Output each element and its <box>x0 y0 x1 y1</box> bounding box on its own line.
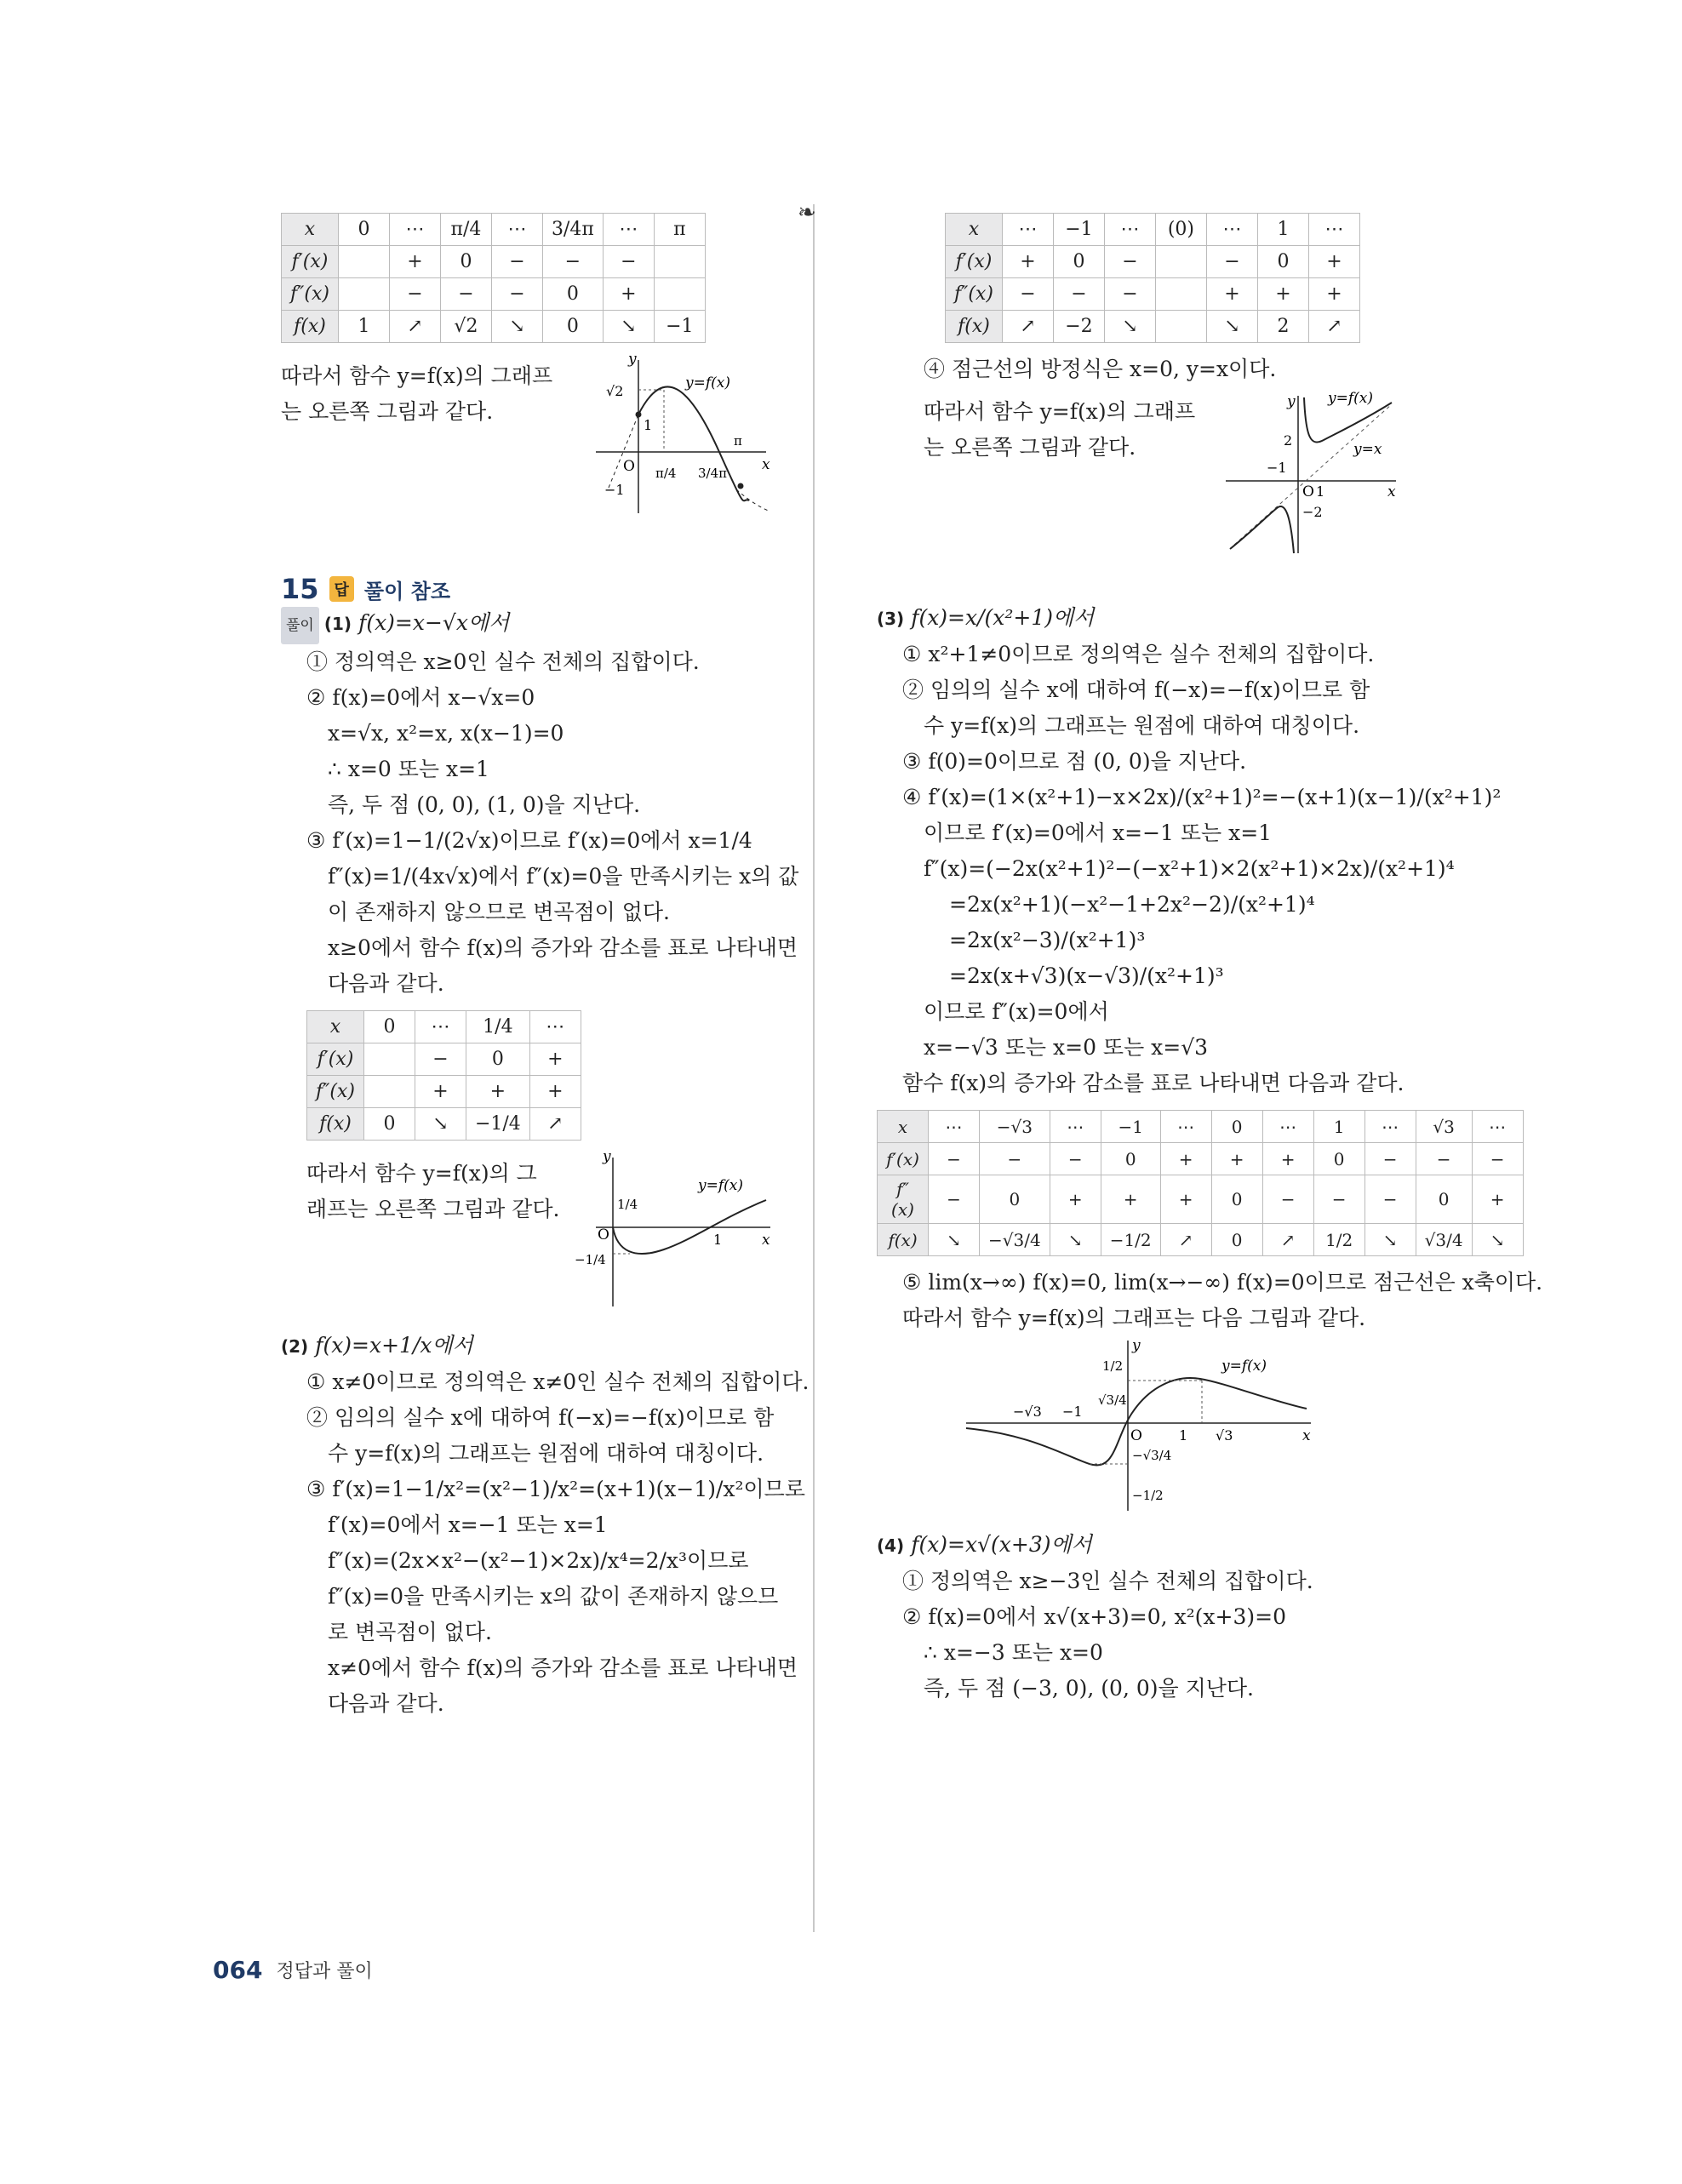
neg-sqrt3-4-label: −√3/4 <box>1132 1448 1172 1463</box>
table-cell: 0 <box>1211 1111 1262 1143</box>
table-cell: − <box>1416 1143 1472 1175</box>
p1-line: ③ f′(x)=1−1/(2√x)이므로 f′(x)=0에서 x=1/4 <box>306 828 752 853</box>
table-cell <box>1155 311 1206 343</box>
table-cell: + <box>1206 278 1257 311</box>
table-cell <box>1155 278 1206 311</box>
origin-label: O <box>598 1226 609 1244</box>
variation-table-1 <box>281 213 706 343</box>
table-cell: − <box>1050 1143 1101 1175</box>
p3-line: ④ f′(x)=(1×(x²+1)−x×2x)/(x²+1)²=−(x+1)(x−1)/(x²+1)² <box>902 785 1502 809</box>
table-row-header: f″(x) <box>282 278 339 311</box>
table-cell: ⋯ <box>1472 1111 1523 1143</box>
curve-dashed-right <box>736 489 770 512</box>
p3-line: f″(x)=(−2x(x²+1)²−(−x²+1)×2(x²+1)×2x)/(x²+1)⁴ <box>924 856 1455 881</box>
table-cell: − <box>1206 246 1257 278</box>
variation-table-4 <box>877 1110 1524 1256</box>
table-row-header: f′(x) <box>946 246 1003 278</box>
table-cell: 0 <box>1211 1175 1262 1224</box>
curve-dashed-left <box>609 415 638 488</box>
table-cell: + <box>1050 1175 1101 1224</box>
table-cell: 0 <box>466 1043 529 1076</box>
table-row <box>282 278 706 311</box>
one-label: 1 <box>644 417 653 433</box>
x-label: x <box>762 456 770 473</box>
table-cell: 1 <box>338 311 389 343</box>
p3-line: ③ f(0)=0이므로 점 (0, 0)을 지난다. <box>902 749 1247 774</box>
table-cell <box>338 278 389 311</box>
p1-line: ∴ x=0 또는 x=1 <box>328 757 489 781</box>
table-cell: − <box>491 246 542 278</box>
table-cell: −1 <box>1053 214 1104 246</box>
answer-text: 풀이 참조 <box>363 579 451 603</box>
table-cell: 0 <box>1211 1224 1262 1256</box>
p3-line: ① x²+1≠0이므로 정의역은 실수 전체의 집합이다. <box>902 642 1375 666</box>
table-cell: + <box>1101 1175 1160 1224</box>
asymptote-line: ④ 점근선의 방정식은 x=0, y=x이다. <box>924 357 1277 381</box>
table-cell: ⋯ <box>1104 214 1155 246</box>
p4-line: 즉, 두 점 (−3, 0), (0, 0)을 지난다. <box>924 1676 1254 1701</box>
origin-label: O <box>1130 1427 1142 1444</box>
table-cell: ↗ <box>529 1108 581 1141</box>
table-cell: ⋯ <box>491 214 542 246</box>
table-row <box>878 1111 1524 1143</box>
table-cell: − <box>1313 1175 1364 1224</box>
table-cell: ↗ <box>1160 1224 1211 1256</box>
table-cell: + <box>529 1076 581 1108</box>
table-cell: 0 <box>542 278 603 311</box>
table-cell: ⋯ <box>603 214 654 246</box>
sqrt2-label: √2 <box>606 383 624 399</box>
table-cell: ⋯ <box>529 1011 581 1043</box>
table-cell: −1/4 <box>466 1108 529 1141</box>
table-cell: − <box>440 278 491 311</box>
table-cell: + <box>1002 246 1053 278</box>
table-cell: ↘ <box>1472 1224 1523 1256</box>
table-cell: ⋯ <box>1308 214 1359 246</box>
table-cell <box>1155 246 1206 278</box>
table-cell: ⋯ <box>1262 1111 1313 1143</box>
table-cell: + <box>389 246 440 278</box>
p3-label: (3) <box>877 609 905 629</box>
table-cell: ↘ <box>929 1224 980 1256</box>
table-cell: ⋯ <box>929 1111 980 1143</box>
graph3-figure <box>1217 387 1405 557</box>
table-row <box>878 1224 1524 1256</box>
table-row <box>878 1175 1524 1224</box>
table-cell: ↘ <box>491 311 542 343</box>
table-cell: + <box>1308 278 1359 311</box>
table-cell: − <box>491 278 542 311</box>
table-cell: −1 <box>654 311 705 343</box>
table-row-header: f′(x) <box>878 1143 929 1175</box>
pi4-label: π/4 <box>655 466 677 481</box>
x-label: x <box>1387 483 1396 500</box>
p4-line: ② f(x)=0에서 x√(x+3)=0, x²(x+3)=0 <box>902 1604 1286 1629</box>
table-cell: − <box>1104 246 1155 278</box>
curve-left-branch <box>1230 506 1294 553</box>
p3-line: 수 y=f(x)의 그래프는 원점에 대하여 대칭이다. <box>924 713 1360 738</box>
table-cell: ⋯ <box>1206 214 1257 246</box>
table-row-header: f(x) <box>307 1108 364 1141</box>
table-cell: −1/2 <box>1101 1224 1160 1256</box>
table-row-header: f″(x) <box>878 1175 929 1224</box>
table-row <box>946 278 1360 311</box>
p1-line: ① 정의역은 x≥0인 실수 전체의 집합이다. <box>306 649 700 674</box>
table-cell <box>654 246 705 278</box>
p4-first-line <box>877 1527 1405 1564</box>
table-cell: − <box>1472 1143 1523 1175</box>
table-cell: ↗ <box>1262 1224 1313 1256</box>
point-end <box>738 483 744 489</box>
column-divider <box>813 204 815 1932</box>
after-table4-line: ⑤ lim(x→∞) f(x)=0, lim(x→−∞) f(x)=0이므로 점근선은 x축이다. <box>902 1270 1543 1295</box>
table-cell: + <box>1308 246 1359 278</box>
p4-label: (4) <box>877 1535 905 1556</box>
p1-line: 다음과 같다. <box>328 971 444 996</box>
table-row <box>946 311 1360 343</box>
p1-line: f(x)=x−√x에서 <box>358 610 510 635</box>
table-cell: ⋯ <box>415 1011 466 1043</box>
table-cell: √3/4 <box>1416 1224 1472 1256</box>
table-cell: ⋯ <box>389 214 440 246</box>
table-row <box>282 246 706 278</box>
graph1-text-line: 는 오른쪽 그림과 같다. <box>281 399 494 424</box>
quarter-label: 1/4 <box>617 1197 638 1212</box>
table-cell: 0 <box>1101 1143 1160 1175</box>
page-number: 064 <box>213 1956 263 1984</box>
graph1-figure <box>587 352 775 522</box>
variation-table-2 <box>306 1010 581 1141</box>
one-label: 1 <box>1316 483 1325 500</box>
p3-line: 이므로 f′(x)=0에서 x=−1 또는 x=1 <box>924 820 1273 845</box>
table-cell: √2 <box>440 311 491 343</box>
table-cell: ↘ <box>1364 1224 1416 1256</box>
question-15-header <box>281 573 775 605</box>
table-cell: 1 <box>1313 1111 1364 1143</box>
p2-line: f′(x)=0에서 x=−1 또는 x=1 <box>328 1512 608 1537</box>
table-cell: − <box>929 1143 980 1175</box>
p2-line: ③ f′(x)=1−1/x²=(x²−1)/x²=(x+1)(x−1)/x²이므로 <box>306 1477 805 1501</box>
curve-label: y=f(x) <box>685 374 730 392</box>
p2-line: ① x≠0이므로 정의역은 x≠0인 실수 전체의 집합이다. <box>306 1369 810 1394</box>
p2-line: 수 y=f(x)의 그래프는 원점에 대하여 대칭이다. <box>328 1441 764 1466</box>
p3-line: ② 임의의 실수 x에 대하여 f(−x)=−f(x)이므로 함 <box>902 677 1370 702</box>
table-cell: − <box>1364 1175 1416 1224</box>
graph2-figure <box>570 1149 775 1311</box>
right-column <box>877 204 1543 1707</box>
origin-label: O <box>1302 483 1314 500</box>
asymptote-y-eq-x <box>1234 404 1392 545</box>
table-cell: 1/2 <box>1313 1224 1364 1256</box>
p3-line: 함수 f(x)의 증가와 감소를 표로 나타내면 다음과 같다. <box>902 1071 1405 1095</box>
table-cell: − <box>1262 1175 1313 1224</box>
solution-badge: 풀이 <box>281 607 319 644</box>
table-cell: −√3 <box>980 1111 1050 1143</box>
table-cell: ↘ <box>415 1108 466 1141</box>
table-cell: − <box>415 1043 466 1076</box>
table-cell <box>654 278 705 311</box>
y-label: y <box>1132 1337 1141 1354</box>
table-cell: ⋯ <box>1050 1111 1101 1143</box>
table-row-header: f″(x) <box>946 278 1003 311</box>
table-cell: 0 <box>338 214 389 246</box>
p1-label: (1) <box>323 614 352 634</box>
p2-line: 로 변곡점이 없다. <box>328 1620 492 1644</box>
p1-line: f″(x)=1/(4x√x)에서 f″(x)=0을 만족시키는 x의 값 <box>328 864 799 889</box>
y-label: y <box>628 352 637 368</box>
table-row <box>307 1043 581 1076</box>
table-cell: 0 <box>980 1175 1050 1224</box>
table-cell: 0 <box>363 1011 415 1043</box>
point-start <box>636 412 642 418</box>
table-cell: + <box>1160 1143 1211 1175</box>
p1-line: ② f(x)=0에서 x−√x=0 <box>306 685 535 710</box>
table-cell: 0 <box>542 311 603 343</box>
table-cell: ⋯ <box>1364 1111 1416 1143</box>
table-row-header: f(x) <box>282 311 339 343</box>
table-cell: + <box>1211 1143 1262 1175</box>
table-cell: + <box>415 1076 466 1108</box>
p4-line: f(x)=x√(x+3)에서 <box>911 1532 1092 1557</box>
y-label: y <box>603 1149 611 1165</box>
table-row <box>878 1143 1524 1175</box>
table-cell: (0) <box>1155 214 1206 246</box>
neg-quarter-label: −1/4 <box>575 1252 606 1267</box>
table-cell: + <box>1257 278 1308 311</box>
table-cell: − <box>1002 278 1053 311</box>
p1-line: 이 존재하지 않으므로 변곡점이 없다. <box>328 900 670 924</box>
table-cell: −√3/4 <box>980 1224 1050 1256</box>
one-label: 1 <box>713 1232 723 1248</box>
neg-half-label: −1/2 <box>1132 1488 1164 1503</box>
graph3-text-line: 따라서 함수 y=f(x)의 그래프 <box>924 399 1196 424</box>
curve-label: y=f(x) <box>1328 390 1373 407</box>
p2-line: f(x)=x+1/x에서 <box>315 1333 473 1358</box>
p2-line: 다음과 같다. <box>328 1691 444 1716</box>
table-cell: 0 <box>440 246 491 278</box>
p2-line: ② 임의의 실수 x에 대하여 f(−x)=−f(x)이므로 함 <box>306 1405 775 1430</box>
table-cell: − <box>389 278 440 311</box>
table-cell: 1/4 <box>466 1011 529 1043</box>
table-cell: ↘ <box>1104 311 1155 343</box>
table-cell: 3/4π <box>542 214 603 246</box>
table-cell: ↘ <box>1050 1224 1101 1256</box>
table-row-header: x <box>878 1111 929 1143</box>
p3-line: x=−√3 또는 x=0 또는 x=√3 <box>924 1035 1209 1060</box>
graph4-figure <box>962 1336 1319 1515</box>
table-cell: − <box>603 246 654 278</box>
table-cell: π <box>654 214 705 246</box>
table-row-header: f″(x) <box>307 1076 364 1108</box>
x-label: x <box>1302 1427 1311 1444</box>
table-cell: + <box>466 1076 529 1108</box>
p3-line: =2x(x²−3)/(x²+1)³ <box>949 928 1146 952</box>
table-cell: ↗ <box>1308 311 1359 343</box>
table-row <box>307 1108 581 1141</box>
p1-first-line <box>281 605 775 644</box>
p1-line: x=√x, x²=x, x(x−1)=0 <box>328 721 564 746</box>
p1-line: 즉, 두 점 (0, 0), (1, 0)을 지난다. <box>328 792 641 817</box>
table-cell: 0 <box>1257 246 1308 278</box>
graph3-block <box>877 387 1405 557</box>
p2-line: x≠0에서 함수 f(x)의 증가와 감소를 표로 나타내면 <box>328 1655 798 1680</box>
table-cell: −2 <box>1053 311 1104 343</box>
table-cell: + <box>529 1043 581 1076</box>
y-label: y <box>1287 393 1296 410</box>
table-cell: − <box>542 246 603 278</box>
p2-line: f″(x)=0을 만족시키는 x의 값이 존재하지 않으므 <box>328 1584 779 1609</box>
p3-line: =2x(x+√3)(x−√3)/(x²+1)³ <box>949 963 1224 988</box>
table-cell: 0 <box>363 1108 415 1141</box>
footer <box>213 1956 373 1984</box>
table-cell: ↗ <box>1002 311 1053 343</box>
p3-line: 이므로 f″(x)=0에서 <box>924 999 1109 1024</box>
graph3-text-line: 는 오른쪽 그림과 같다. <box>924 435 1136 460</box>
curve-label: y=f(x) <box>698 1177 743 1194</box>
p4-line: ∴ x=−3 또는 x=0 <box>924 1640 1103 1665</box>
table-cell <box>338 246 389 278</box>
p3-line: =2x(x²+1)(−x²−1+2x²−2)/(x²+1)⁴ <box>949 892 1315 917</box>
table-cell: + <box>1160 1175 1211 1224</box>
divider-ornament: ❧ <box>798 200 816 226</box>
table-cell: 2 <box>1257 311 1308 343</box>
sqrt3-4-label: √3/4 <box>1098 1392 1127 1408</box>
two-label: 2 <box>1284 432 1293 449</box>
table-cell: 0 <box>1416 1175 1472 1224</box>
table-cell: − <box>929 1175 980 1224</box>
table-cell: + <box>603 278 654 311</box>
table-cell: − <box>980 1143 1050 1175</box>
table-cell: ↘ <box>1206 311 1257 343</box>
one-label: 1 <box>1179 1427 1188 1444</box>
table-row-header: f(x) <box>946 311 1003 343</box>
graph2-text-line: 래프는 오른쪽 그림과 같다. <box>306 1197 560 1221</box>
table-cell: 1 <box>1257 214 1308 246</box>
question-number: 15 <box>281 573 319 605</box>
left-column <box>281 204 810 1722</box>
neg1-label: −1 <box>1062 1404 1083 1420</box>
origin-label: O <box>623 458 635 475</box>
table-cell: π/4 <box>440 214 491 246</box>
table-cell: − <box>1104 278 1155 311</box>
graph1-block <box>281 352 775 522</box>
p3-line: f(x)=x/(x²+1)에서 <box>911 605 1095 630</box>
table-row-header: x <box>282 214 339 246</box>
graph2-block <box>281 1149 775 1311</box>
p1-line: x≥0에서 함수 f(x)의 증가와 감소를 표로 나타내면 <box>328 935 798 960</box>
x-label: x <box>762 1232 770 1249</box>
neg1-label: −1 <box>1267 460 1287 476</box>
curve <box>638 386 749 500</box>
table-row <box>282 311 706 343</box>
table-cell: ⋯ <box>1002 214 1053 246</box>
neg2-label: −2 <box>1302 504 1323 520</box>
table-row <box>946 246 1360 278</box>
table-cell: 0 <box>1053 246 1104 278</box>
sqrt3-label: √3 <box>1216 1427 1233 1444</box>
table-cell: − <box>1053 278 1104 311</box>
table-row-header: x <box>307 1011 364 1043</box>
graph2-text-line: 따라서 함수 y=f(x)의 그 <box>306 1161 537 1186</box>
asymptote-label: y=x <box>1353 441 1382 458</box>
p2-first-line <box>281 1328 775 1364</box>
pi34-label: 3/4π <box>698 466 727 481</box>
table-row <box>282 214 706 246</box>
table-cell: − <box>1364 1143 1416 1175</box>
answer-badge: 답 <box>329 576 354 602</box>
table-row-header: f(x) <box>878 1224 929 1256</box>
table-cell: √3 <box>1416 1111 1472 1143</box>
table-row <box>946 214 1360 246</box>
table-row-header: x <box>946 214 1003 246</box>
table-row <box>307 1011 581 1043</box>
table-row <box>307 1076 581 1108</box>
half-label: 1/2 <box>1102 1358 1124 1374</box>
table-cell: ↗ <box>389 311 440 343</box>
p4-line: ① 정의역은 x≥−3인 실수 전체의 집합이다. <box>902 1569 1313 1593</box>
table-cell: + <box>1472 1175 1523 1224</box>
table-row-header: f′(x) <box>307 1043 364 1076</box>
table-cell: ↘ <box>603 311 654 343</box>
table-cell: + <box>1262 1143 1313 1175</box>
p2-line: f″(x)=(2x×x²−(x²−1)×2x)/x⁴=2/x³이므로 <box>328 1548 749 1573</box>
table-cell: 0 <box>1313 1143 1364 1175</box>
table-cell <box>363 1076 415 1108</box>
table-cell: ⋯ <box>1160 1111 1211 1143</box>
neg1-label: −1 <box>604 482 625 498</box>
p3-first-line <box>877 600 1405 637</box>
table-cell <box>363 1043 415 1076</box>
after-table4-line: 따라서 함수 y=f(x)의 그래프는 다음 그림과 같다. <box>902 1306 1366 1330</box>
footer-label: 정답과 풀이 <box>276 1961 373 1982</box>
graph1-text-line: 따라서 함수 y=f(x)의 그래프 <box>281 363 553 388</box>
pi-label: π <box>734 433 742 449</box>
p2-label: (2) <box>281 1336 309 1357</box>
table-row-header: f′(x) <box>282 246 339 278</box>
table-cell: −1 <box>1101 1111 1160 1143</box>
variation-table-3 <box>945 213 1360 343</box>
neg-sqrt3-label: −√3 <box>1013 1404 1042 1420</box>
curve-label: y=f(x) <box>1221 1358 1267 1375</box>
